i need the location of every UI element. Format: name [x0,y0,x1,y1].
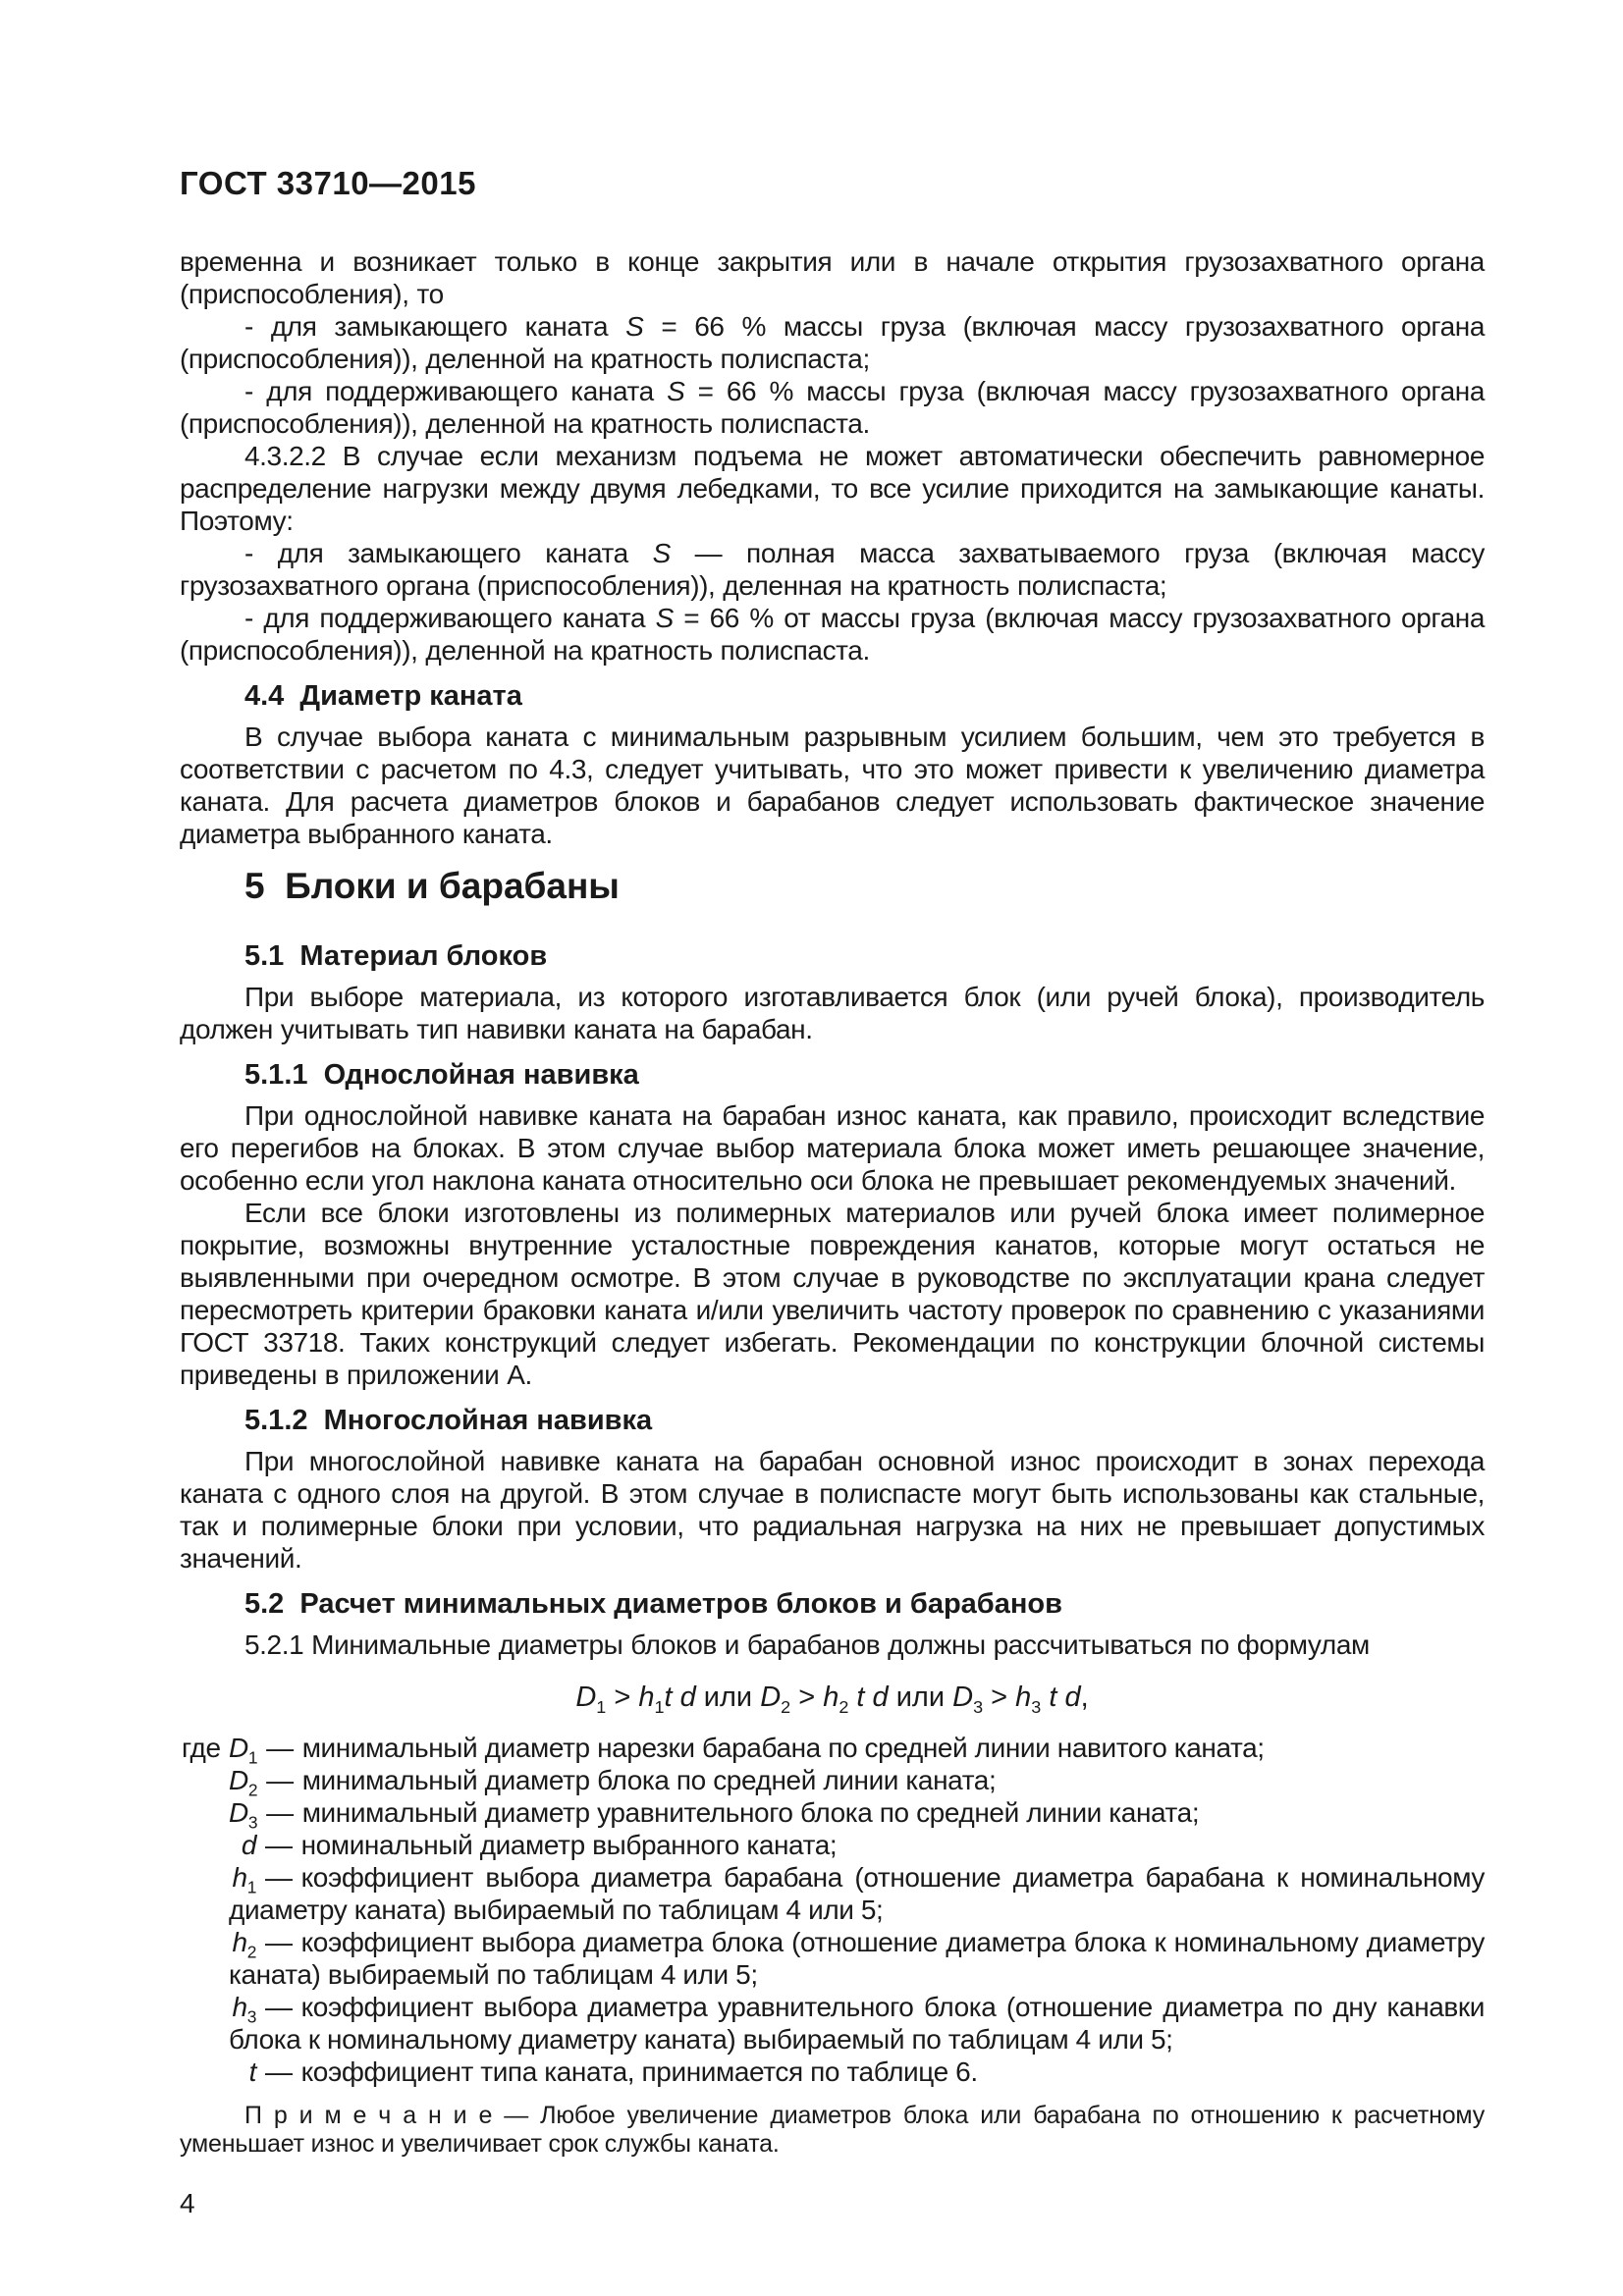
formula-min-diameters: $D_1 > h_1t$ d или $D_2 > h_2$ t d или $D_3 > h_3$ t d, [575,1682,1089,1717]
definition-description: минимальный диаметр блока по средней линии каната; [301,1765,997,1795]
definition-dash: — [266,1765,294,1795]
heading-5-1-1-single-layer: 5.1.1 Однослойная навивка [244,1059,639,1091]
definition-description: номинальный диаметр выбранного каната; [300,1830,838,1860]
heading-5-1-2-multi-layer: 5.1.2 Многослойная навивка [244,1405,653,1436]
doc-number: ГОСТ 33710—2015 [180,165,476,201]
paragraph-block-material: При выборе материала, из которого изготавливается блок (или ручей блока), производитель должен учитывать тип навивки каната на барабан. [180,982,1485,1044]
page-number: 4 [180,2188,195,2218]
definition-description: коэффициент выбора диаметра блока (отношение диаметра блока к номинальному диаметру каната) выбираемый по таблицам 4 или 5; [229,1927,1485,1990]
clause-5-2-1: 5.2.1 Минимальные диаметры блоков и барабанов должны рассчитываться по формулам [244,1629,1370,1660]
note-text: — Любое увеличение диаметров блока или барабана по отношению к расчетному уменьшает износ и увеличивает срок службы каната. [180,2102,1486,2158]
definition-term: $h_3$ [232,1992,256,2027]
paragraph-continuation: временна и возникает только в конце закрытия или в начале открытия грузозахватного органа (приспособления), то [180,246,1485,309]
paragraph-multi-layer: При многослойной навивке каната на барабан основной износ происходит в зонах перехода каната с одного слоя на другой. В этом случае в полиспасте могут быть использованы как стальные, так и полимерные блоки при условии, что радиальная нагрузка на них не превышает допустимых значений. [180,1446,1485,1574]
list-item-supporting-rope: - для поддерживающего каната S = 66 % массы груза (включая массу грузозахватного органа (приспособления)), деленной на кратность полиспаста. [180,376,1486,439]
definition-row [180,1796,1485,1833]
definition-row [180,1732,1485,1768]
heading-5-2-min-diameters: 5.2 Расчет минимальных диаметров блоков и барабанов [244,1588,1062,1620]
definition-term: $h_2$ [232,1927,256,1962]
definition-dash: — [266,1733,294,1763]
definition-prefix: где [182,1733,221,1763]
list-item-closing-rope-full-mass: - для замыкающего каната S — полная масса захватываемого груза (включая массу грузозахватного органа (приспособления)), деленная на кратность полиспаста; [180,538,1485,601]
note [180,2102,1485,2159]
definition-term: $D_3$ [229,1797,258,1833]
paragraph-polymer-blocks: Если все блоки изготовлены из полимерных материалов или ручей блока имеет полимерное покрытие, возможны внутренние усталостные повреждения канатов, которые могут остаться не выявленными при очередном осмотре. В этом случае в руководстве по эксплуатации крана следует пересмотреть критерии браковки каната и/или увеличить частоту проверок по сравнению с указаниями ГОСТ 33718. Таких конструкций следует избегать. Рекомендации по конструкции блочной системы приведены в приложении А. [180,1198,1485,1390]
definition-description: коэффициент типа каната, принимается по таблице 6. [300,2056,978,2087]
heading-5-blocks-and-drums: 5 Блоки и барабаны [244,866,620,906]
paragraph-rope-diameter: В случае выбора каната с минимальным разрывным усилием большим, чем это требуется в соответствии с расчетом по 4.3, следует учитывать, что это может привести к увеличению диаметра каната. Для расчета диаметров блоков и барабанов следует использовать фактическое значение диаметра выбранного каната. [180,721,1485,849]
definition-term: $h_1$ [232,1862,256,1897]
list-item-closing-rope: - для замыкающего каната S = 66 % массы груза (включая массу грузозахватного органа (приспособления)), деленной на кратность полиспаста; [180,311,1485,374]
heading-4-4-rope-diameter: 4.4 Диаметр каната [244,680,522,712]
definition-description: минимальный диаметр уравнительного блока по средней линии каната; [301,1797,1200,1828]
definition-dash: — [266,1797,294,1828]
definition-dash: — [265,1992,293,2022]
page-content [180,165,1485,2219]
definition-row [180,1764,1485,1800]
definition-row [180,1829,1485,1861]
definition-description: коэффициент выбора диаметра барабана (отношение диаметра барабана к номинальному диаметру каната) выбираемый по таблицам 4 или 5; [229,1862,1485,1925]
definition-row [180,1926,1485,1991]
definition-dash: — [265,1862,293,1893]
definition-row [180,1861,1485,1926]
heading-5-1-block-material: 5.1 Материал блоков [244,940,548,972]
definition-dash: — [265,1927,293,1957]
definition-description: минимальный диаметр нарезки барабана по средней линии навитого каната; [301,1733,1265,1763]
note-label: П р и м е ч а н и е [244,2102,493,2129]
definition-term: t [248,2056,256,2087]
list-item-supporting-rope-66: - для поддерживающего каната S = 66 % от массы груза (включая массу грузозахватного органа (приспособления)), деленной на кратность полиспаста. [180,603,1485,666]
paragraph-single-layer: При однослойной навивке каната на барабан износ каната, как правило, происходит вследствие его перегибов на блоках. В этом случае выбор материала блока может иметь решающее значение, особенно если угол наклона каната относительно оси блока не превышает рекомендуемых значений. [180,1100,1485,1196]
definition-term: $D_1$ [229,1733,258,1768]
definitions-list [180,1732,1485,2088]
definition-row [180,2056,1485,2088]
definition-row [180,1991,1485,2056]
definition-term: d [241,1830,256,1860]
definition-term: $D_2$ [229,1765,258,1800]
definition-dash: — [265,2056,293,2087]
definition-description: коэффициент выбора диаметра уравнительного блока (отношение диаметра по дну канавки блока к номинальному диаметру каната) выбираемый по таблицам 4 или 5; [229,1992,1485,2055]
clause-4-3-2-2: 4.3.2.2 В случае если механизм подъема не может автоматически обеспечить равномерное распределение нагрузки между двумя лебедками, то все усилие приходится на замыкающие канаты. Поэтому: [180,441,1485,536]
definition-dash: — [265,1830,293,1860]
